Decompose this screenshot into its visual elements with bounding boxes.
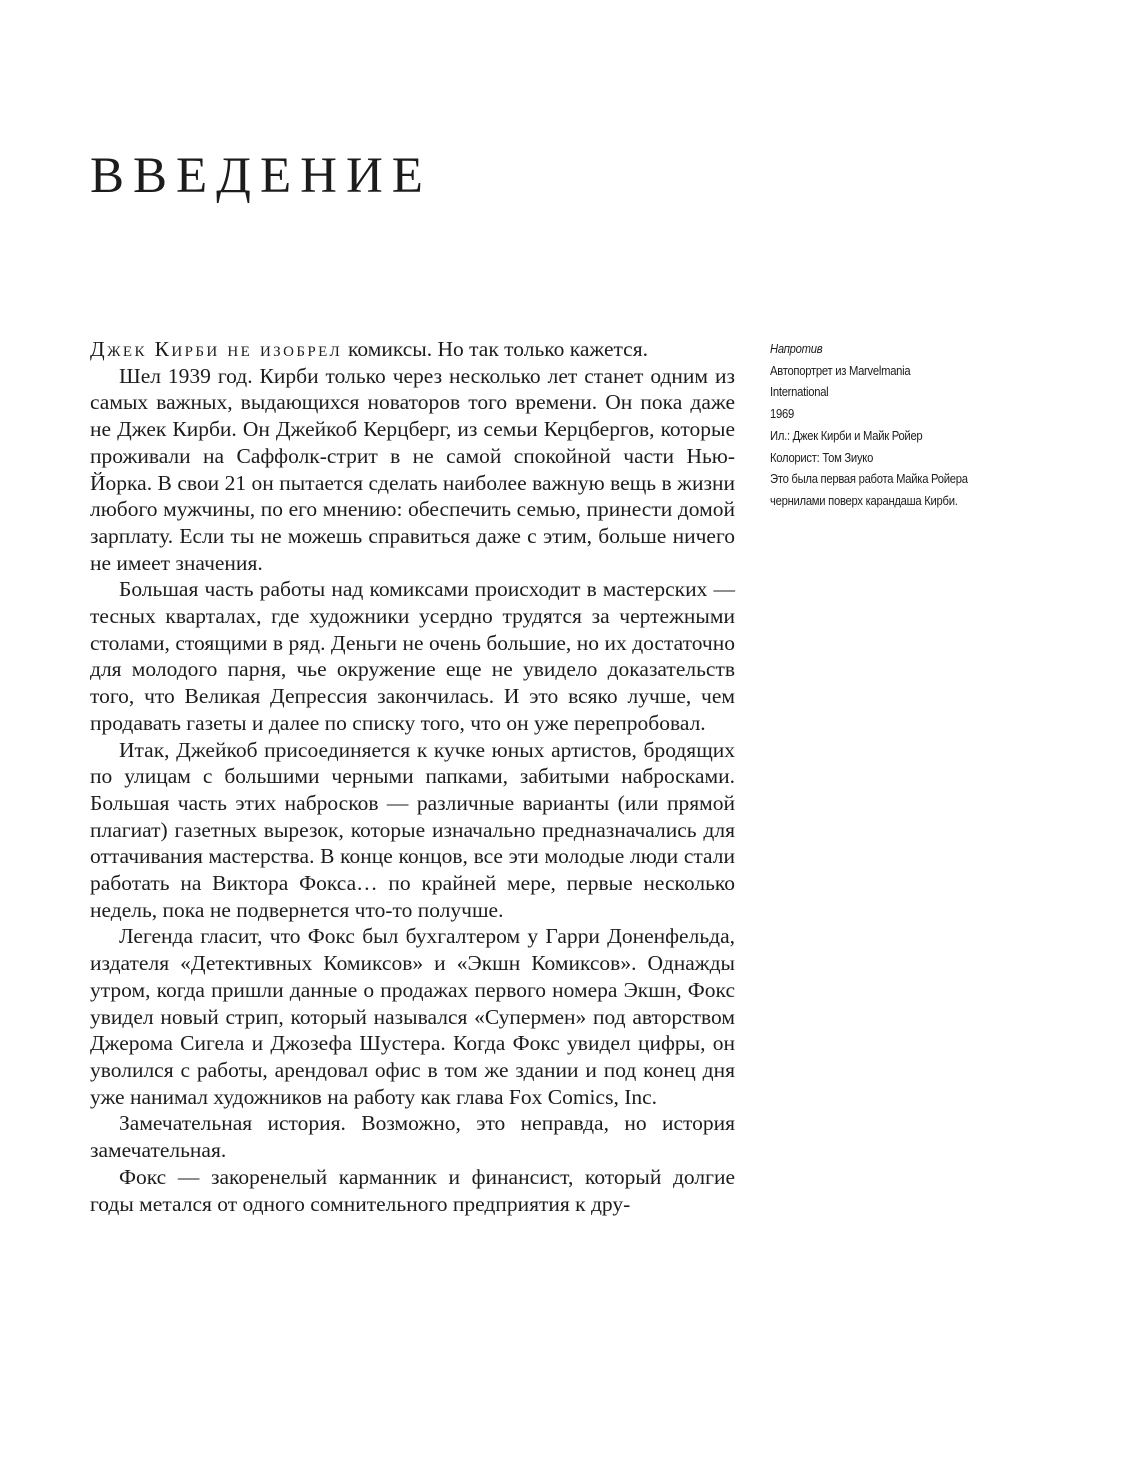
image-caption (770, 339, 995, 513)
paragraph (90, 336, 735, 363)
paragraph: Итак, Джейкоб присоединяется к кучке юных артистов, бродящих по улицам с большими черными папками, забитыми набросками. Большая часть этих набросков — различные варианты (или прямой плагиат) газетных вырезок, которые изначально предназначались для оттачивания мастерства. В конце концов, все эти молодые люди стали работать на Виктора Фокса… по крайней мере, первые несколько недель, пока не подвернется что-то получше. (90, 737, 735, 922)
caption-line: Автопортрет из Marvelmania (770, 363, 911, 378)
paragraph: Большая часть работы над комиксами происходит в мастерских — тесных кварталах, где художники усердно трудятся за чертежными столами, стоящими в ряд. Деньги не очень большие, но их достаточно для молодого парня, чье окружение еще не увидело доказательств того, что Великая Депрессия закончилась. И это всяко лучше, чем продавать газеты и далее по списку того, что он уже перепробовал. (90, 577, 735, 735)
caption-line: Колорист: Том Зиуко (770, 450, 874, 465)
caption-line: Ил.: Джек Кирби и Майк Ройер (770, 428, 923, 443)
paragraph: Фокс — закоренелый карманник и финансист, который долгие годы метался от одного сомнительного предприятия к дру- (90, 1164, 735, 1216)
chapter-title: ВВЕДЕНИЕ (90, 148, 432, 204)
caption-heading: Напротив (770, 342, 823, 356)
caption-line: International (770, 385, 829, 400)
caption-line: Это была первая работа Майка Ройера (770, 472, 968, 487)
lead-in: Джек Кирби не изобрел (90, 337, 343, 361)
paragraph-text: комиксы. Но так только кажется. (348, 337, 648, 361)
body-text (90, 336, 735, 1217)
caption-line: 1969 (770, 407, 794, 422)
paragraph: Шел 1939 год. Кирби только через несколько лет станет одним из самых важных, выдающихся новаторов того времени. Он пока даже не Джек Кирби. Он Джейкоб Керцберг, из семьи Керцбергов, которые проживали на Саффолк-стрит в не самой спокойной части Нью-Йорка. В свои 21 он пытается сделать наиболее важную вещь в жизни любого мужчины, по его мнению: обеспечить семью, принести домой зарплату. Если ты не можешь справиться даже с этим, больше ничего не имеет значения. (90, 363, 735, 575)
paragraph: Замечательная история. Возможно, это неправда, но история замечательная. (90, 1111, 735, 1163)
paragraph: Легенда гласит, что Фокс был бухгалтером у Гарри Доненфельда, издателя «Детективных Комиксов» и «Экшн Комиксов». Однажды утром, когда пришли данные о продажах первого номера Экшн, Фокс увидел новый стрип, который назывался «Супермен» под авторством Джерома Сигела и Джозефа Шустера. Когда Фокс увидел цифры, он уволился с работы, арендовал офис в том же здании и под конец дня уже нанимал художников на работу как глава Fox Comics, Inc. (90, 924, 735, 1109)
caption-line: чернилами поверх карандаша Кирби. (770, 493, 958, 508)
